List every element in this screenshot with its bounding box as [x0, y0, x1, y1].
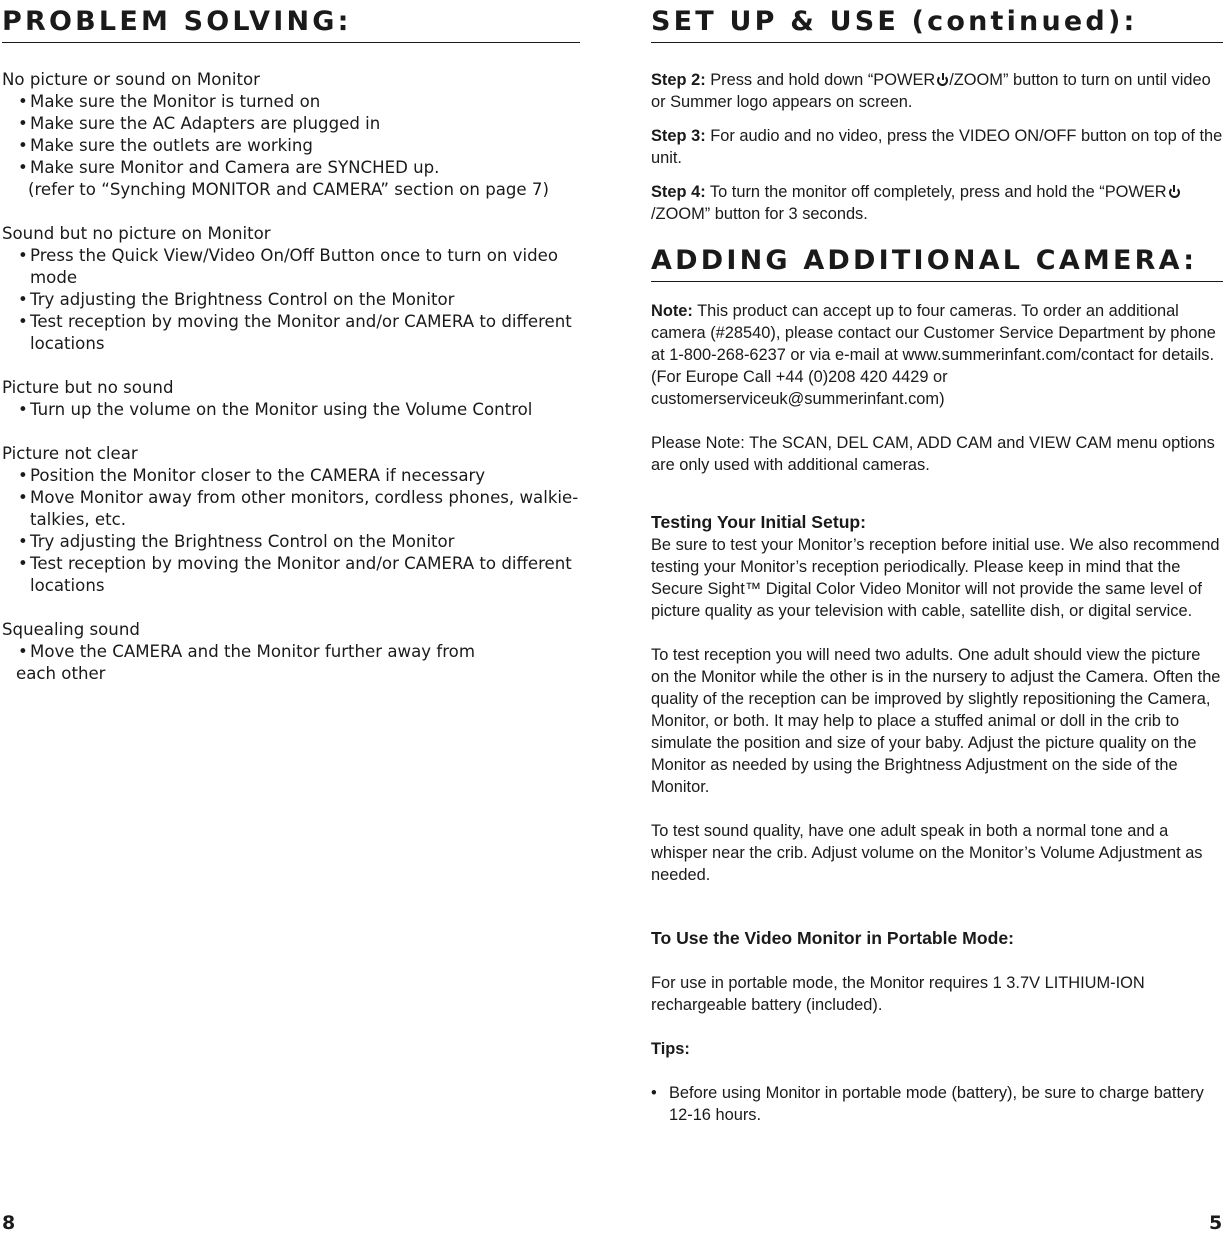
issue-picture-not-clear: [2, 443, 580, 597]
bullet-item: • Try adjusting the Brightness Control on the Monitor: [18, 290, 455, 309]
right-page: [651, 0, 1223, 1126]
testing-paragraph-1: Be sure to test your Monitor’s reception before initial use. We also recommend testing your Monitor’s reception periodically. Please keep in mind that the Secure Sight™ Digital Color Video Monitor will not provide the same level of picture quality as your television with cable, satellite dish, or digital service.: [651, 536, 1220, 620]
issue-picture-no-sound: [2, 377, 580, 421]
portable-title: To Use the Video Monitor in Portable Mode:: [651, 928, 1014, 948]
bullet-item: • Make sure the outlets are working: [18, 136, 313, 155]
testing-title: Testing Your Initial Setup:: [651, 512, 867, 532]
bullet-icon: •: [18, 246, 28, 265]
bullet-icon: •: [18, 532, 28, 551]
problem-list: [2, 69, 580, 685]
bullet-icon: •: [18, 466, 28, 485]
refer-note: (refer to “Synching MONITOR and CAMERA” section on page 7): [28, 180, 549, 199]
bullet-item: • Test reception by moving the Monitor and/or CAMERA to different locations: [18, 554, 572, 595]
bullet-item: • Try adjusting the Brightness Control on the Monitor: [18, 532, 455, 551]
left-page: [2, 0, 580, 685]
step-4: Step 4: To turn the monitor off completely, press and hold the “POWER/ZOOM” button for 3 seconds.: [651, 181, 1223, 225]
portable-paragraph: For use in portable mode, the Monitor requires 1 3.7V LITHIUM-ION rechargeable battery (included).: [651, 974, 1145, 1014]
bullet-icon: •: [18, 114, 28, 133]
bullet-item: • Make sure Monitor and Camera are SYNCHED up.: [18, 158, 440, 177]
setup-use-heading: SET UP & USE (continued):: [651, 0, 1223, 43]
bullet-item: • Move the CAMERA and the Monitor further away from: [18, 642, 475, 661]
bullet-item: • Position the Monitor closer to the CAMERA if necessary: [18, 466, 486, 485]
bullet-icon: •: [18, 554, 28, 573]
issue-sound-no-picture: [2, 223, 580, 355]
power-icon: [937, 75, 948, 86]
testing-section: [651, 510, 1223, 886]
page-number-left: 8: [2, 1212, 16, 1234]
setup-steps: [651, 69, 1223, 225]
bullet-item: • Test reception by moving the Monitor and/or CAMERA to different locations: [18, 312, 572, 353]
bullet-item: • Make sure the Monitor is turned on: [18, 92, 321, 111]
bullet-icon: •: [18, 136, 28, 155]
bullet-continuation: each other: [16, 664, 106, 683]
bullet-item: • Make sure the AC Adapters are plugged in: [18, 114, 381, 133]
issue-title: Sound but no picture on Monitor: [2, 224, 271, 243]
bullet-icon: •: [18, 312, 28, 331]
step-2: Step 2: Press and hold down “POWER /ZOOM” button to turn on until video or Summer logo appears on screen.: [651, 71, 1211, 111]
bullet-item: • Turn up the volume on the Monitor using the Volume Control: [18, 400, 533, 419]
bullet-icon: •: [18, 400, 28, 419]
testing-paragraph-2: To test reception you will need two adults. One adult should view the picture on the Monitor while the other is in the nursery to adjust the Camera. Often the quality of the reception can be improved by slightly repositioning the Camera, Monitor, or both. It may help to place a stuffed animal or doll in the crib to simulate the position and size of your baby. Adjust the picture quality on the Monitor as needed by using the Brightness Adjustment on the side of the Monitor.: [651, 646, 1221, 796]
bullet-item: • Press the Quick View/Video On/Off Button once to turn on video mode: [18, 246, 559, 287]
adding-camera-heading: ADDING ADDITIONAL CAMERA:: [651, 239, 1223, 282]
bullet-icon: •: [18, 642, 28, 661]
issue-title: Picture not clear: [2, 444, 138, 463]
issue-title: No picture or sound on Monitor: [2, 70, 260, 89]
bullet-icon: •: [18, 488, 28, 507]
bullet-icon: •: [18, 92, 28, 111]
note-paragraph: Note: This product can accept up to four cameras. To order an additional camera (#28540), please contact our Customer Service Department by phone at 1-800-268-6237 or via e-mail at www.summerinfant.com/contact for details. (For Europe Call +44 (0)208 420 4429 or customerserviceuk@summerinfant.com): [651, 302, 1216, 408]
tip-item: • Before using Monitor in portable mode (battery), be sure to charge battery 12-16 hours.: [651, 1084, 1204, 1124]
issue-title: Squealing sound: [2, 620, 140, 639]
portable-section: [651, 926, 1223, 1126]
page-number-right: 5: [1209, 1212, 1223, 1234]
step-3: Step 3: For audio and no video, press the VIDEO ON/OFF button on top of the unit.: [651, 127, 1223, 167]
bullet-item: • Move Monitor away from other monitors, cordless phones, walkie-talkies, etc.: [18, 488, 579, 529]
issue-squealing-sound: [2, 619, 580, 685]
issue-no-picture-no-sound: [2, 69, 580, 201]
power-icon: [1169, 187, 1180, 198]
adding-camera-section: [651, 300, 1223, 1126]
bullet-icon: •: [18, 290, 28, 309]
testing-paragraph-3: To test sound quality, have one adult speak in both a normal tone and a whisper near the crib. Adjust volume on the Monitor’s Volume Adjustment as needed.: [651, 822, 1203, 884]
problem-solving-heading: PROBLEM SOLVING:: [2, 0, 580, 43]
please-note-paragraph: Please Note: The SCAN, DEL CAM, ADD CAM and VIEW CAM menu options are only used with additional cameras.: [651, 434, 1215, 474]
bullet-icon: •: [651, 1084, 657, 1102]
bullet-icon: •: [18, 158, 28, 177]
tips-label: Tips:: [651, 1040, 690, 1058]
issue-title: Picture but no sound: [2, 378, 174, 397]
